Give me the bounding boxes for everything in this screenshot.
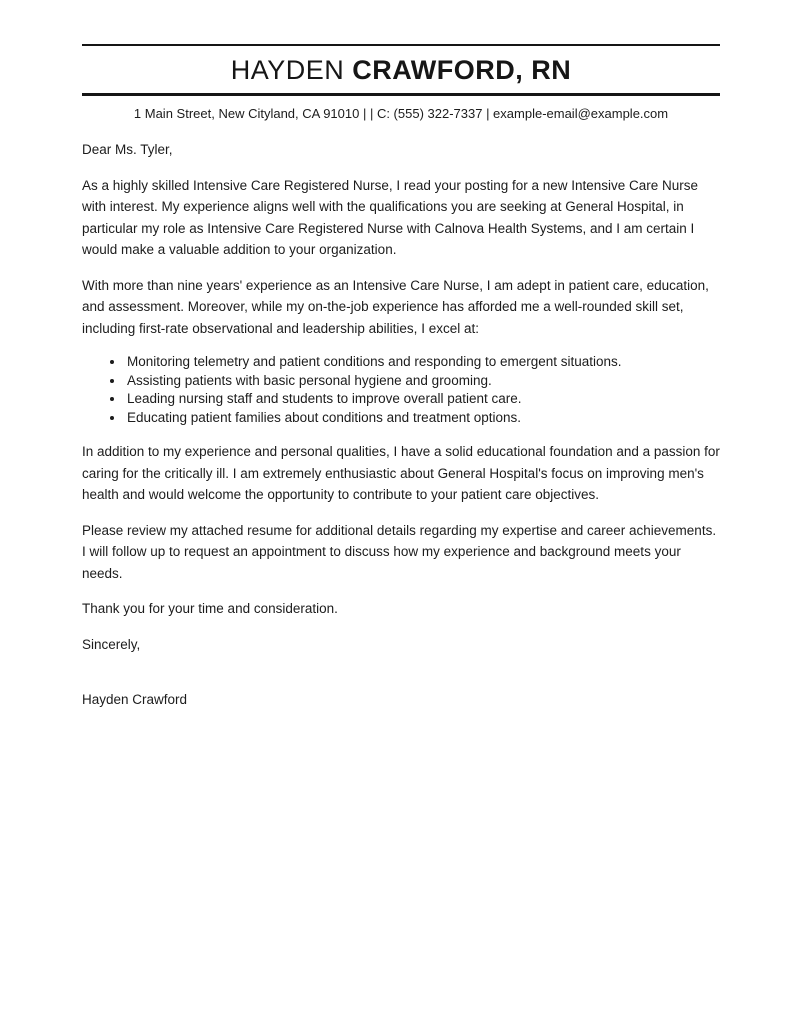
salutation: Dear Ms. Tyler, bbox=[82, 142, 173, 157]
header-name-first: HAYDEN bbox=[230, 55, 353, 85]
skills-list-item: • Monitoring telemetry and patient conditions and responding to emergent situations. bbox=[125, 353, 720, 372]
contact-line: 1 Main Street, New Cityland, CA 91010 | | C: (555) 322-7337 | example-email@example.com bbox=[133, 106, 669, 121]
experience-paragraph: With more than nine years' experience as an Intensive Care Nurse, I am adept in patient care, education, and assessment. Moreover, while my on-the-job experience has afforded me a well-rounded skill set, including first-rate observational and leadership abilities, I excel at: bbox=[82, 277, 709, 336]
thanks-line: Thank you for your time and consideration. bbox=[82, 601, 338, 617]
skills-list-item: • Assisting patients with basic personal hygiene and grooming. bbox=[125, 372, 720, 391]
letter-body bbox=[82, 139, 720, 711]
resume-paragraph: Please review my attached resume for additional details regarding my expertise and career achievements. I will follow up to request an appointment to discuss how my experience and background meets your needs. bbox=[82, 522, 717, 581]
skills-list-item: • Educating patient families about conditions and treatment options. bbox=[125, 409, 720, 428]
signoff-line: Sincerely, bbox=[82, 636, 141, 652]
education-paragraph: In addition to my experience and personal qualities, I have a solid educational foundation and a passion for caring for the critically ill. I am extremely enthusiastic about General Hospital's focus on improving men's health and would welcome the opportunity to contribute to your patient care objectives. bbox=[82, 444, 720, 503]
skills-list-item: • Leading nursing staff and students to improve overall patient care. bbox=[125, 390, 720, 409]
header-bottom-rule bbox=[82, 93, 720, 96]
letter-header bbox=[82, 44, 720, 122]
skills-list bbox=[82, 353, 720, 427]
signature-name: Hayden Crawford bbox=[82, 692, 188, 708]
header-name-last: CRAWFORD, RN bbox=[352, 55, 572, 85]
header-name bbox=[82, 46, 720, 93]
intro-paragraph: As a highly skilled Intensive Care Registered Nurse, I read your posting for a new Intensive Care Nurse with interest. My experience aligns well with the qualifications you are seeking at General Hospital, in particular my role as Intensive Care Registered Nurse with Calnova Health Systems, and I am certain I would make a valuable addition to your organization. bbox=[82, 177, 699, 257]
